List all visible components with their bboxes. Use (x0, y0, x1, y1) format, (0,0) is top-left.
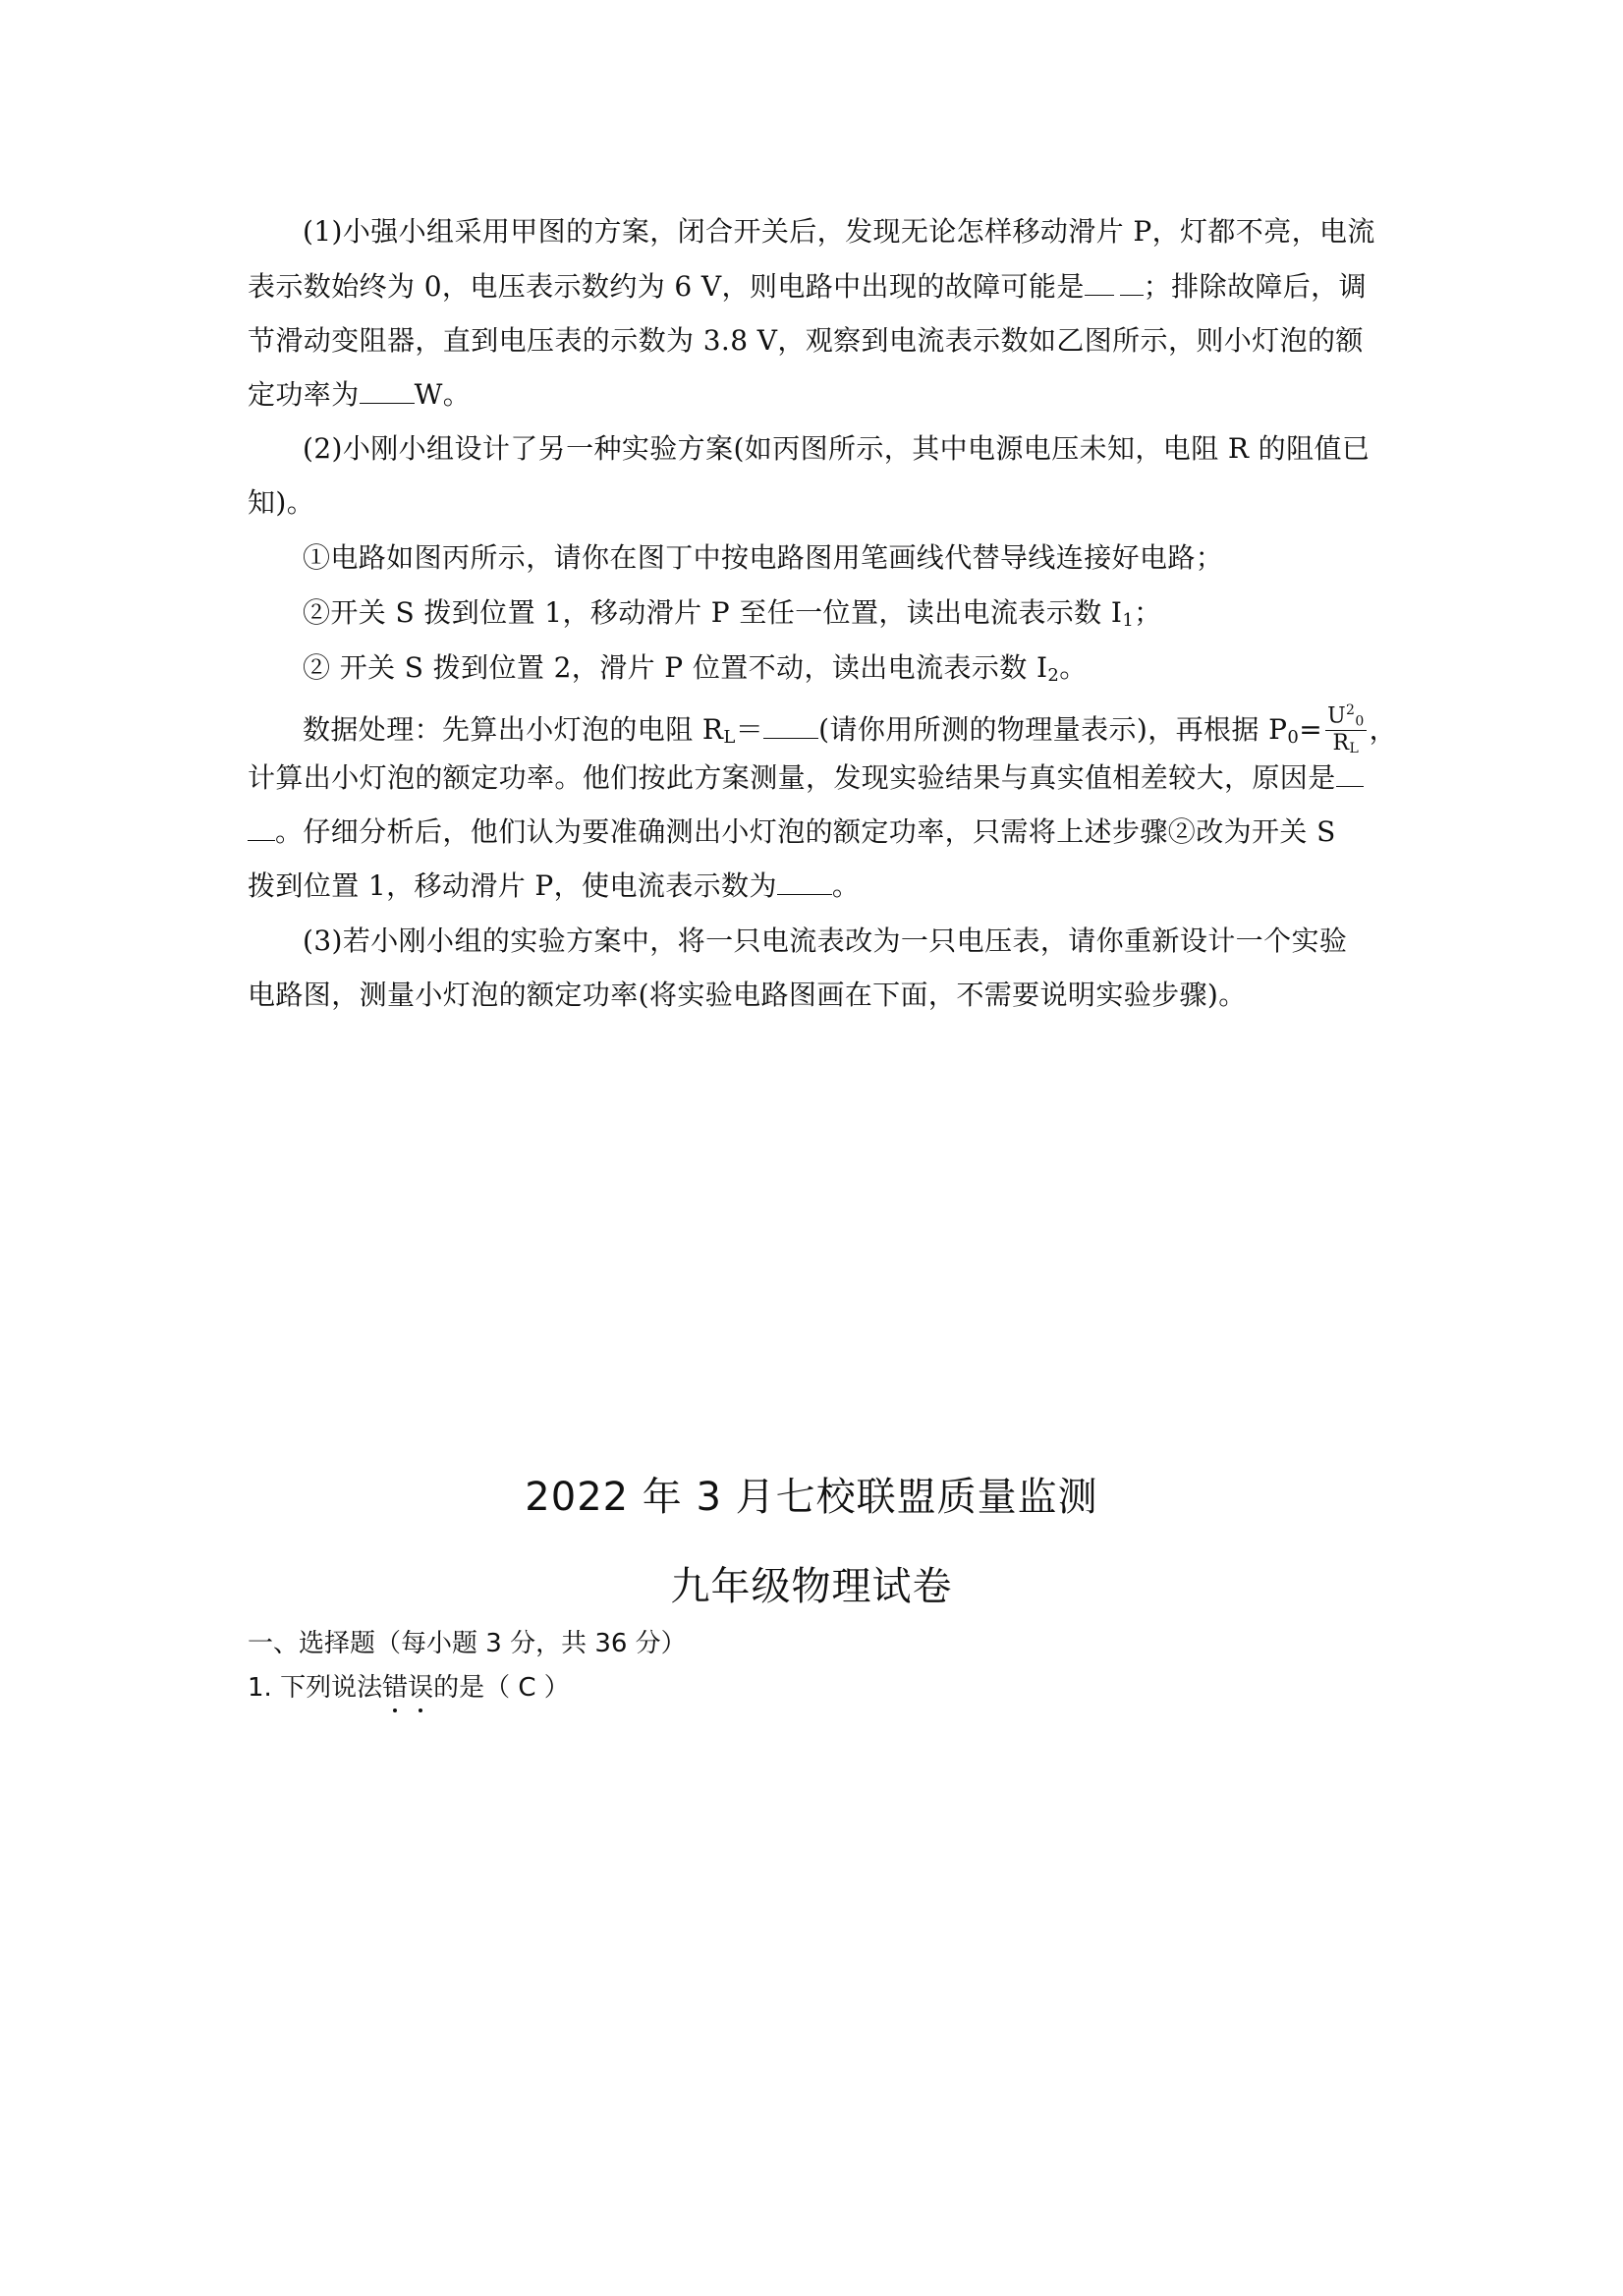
q2-calc-line (248, 759, 1364, 797)
denominator-r: R (1332, 731, 1350, 756)
fraction-numerator (1325, 703, 1367, 731)
answer-blank-current (777, 870, 832, 895)
q1-line-2-text: 表示数始终为 0，电压表示数约为 6 V，则电路中出现的故障可能是 (248, 270, 1085, 303)
data-text-c: (请你用所测的物理量表示)，再根据 P (818, 713, 1288, 746)
q2-step-1: ①电路如图丙所示，请你在图丁中按电路图用笔画线代替导线连接好电路； (303, 541, 1224, 574)
q1-line-4-tail: W。 (414, 378, 472, 411)
q1-line-2-tail: ；排除故障后，调 (1143, 270, 1367, 303)
q2-calc-text: 计算出小灯泡的额定功率。他们按此方案测量，发现实验结果与真实值相差较大，原因是 (248, 761, 1336, 794)
data-text-b: ＝ (735, 713, 764, 746)
answer-blank-fault-b (1120, 271, 1144, 296)
q1-line-4 (248, 376, 471, 414)
emphasis-char-2: 误 (408, 1673, 434, 1703)
q2-step-2-subscript: 1 (1122, 610, 1135, 631)
q3-line-1: (3)若小刚小组的实验方案中，将一只电流表改为一只电压表，请你重新设计一个实验 (303, 924, 1348, 957)
power-formula-fraction (1325, 703, 1367, 756)
question-1-text: 1. 下列说法 (248, 1673, 383, 1703)
answer-blank-fault-a (1085, 271, 1114, 296)
q2-set-text: 拨到位置 1，移动滑片 P，使电流表示数为 (248, 869, 777, 902)
answer-blank-reason-a (1336, 762, 1364, 787)
q2-set-tail: 。 (831, 869, 861, 902)
q1-line-1: (1)小强小组采用甲图的方案，闭合开关后，发现无论怎样移动滑片 P，灯都不亮，电流 (303, 215, 1375, 248)
exam-title: 2022 年 3 月七校联盟质量监测 (525, 1475, 1098, 1520)
data-text-d: = (1299, 713, 1323, 746)
section-heading: 一、选择题（每小题 3 分，共 36 分） (248, 1629, 687, 1658)
data-subscript-0: 0 (1287, 727, 1300, 748)
data-subscript-l: L (723, 727, 736, 748)
q2-step-2 (303, 594, 1162, 640)
q2-analyze-text: 。仔细分析后，他们认为要准确测出小灯泡的额定功率，只需将上述步骤②改为开关 S (275, 815, 1336, 848)
q2-step-2-tail: ； (1134, 596, 1162, 629)
q2-line-1: (2)小刚小组设计了另一种实验方案(如丙图所示，其中电源电压未知，电阻 R 的阻值已 (303, 432, 1371, 465)
q2-set-line (248, 868, 860, 905)
emphasis-char-1: 错 (382, 1673, 409, 1703)
answer-blank-reason-b (248, 816, 275, 841)
data-text-e: ， (1369, 713, 1398, 746)
q1-line-3: 节滑动变阻器，直到电压表的示数为 3.8 V，观察到电流表示数如乙图所示，则小灯泡的额 (248, 324, 1364, 357)
q1-line-4-text: 定功率为 (248, 378, 360, 411)
q2-step-3-text: ② 开关 S 拨到位置 2，滑片 P 位置不动，读出电流表示数 I (303, 651, 1048, 684)
question-1 (248, 1670, 570, 1706)
q3-line-2: 电路图，测量小灯泡的额定功率(将实验电路图画在下面，不需要说明实验步骤)。 (248, 979, 1247, 1011)
denominator-sub: L (1349, 741, 1360, 757)
numerator-sub: 0 (1355, 713, 1365, 730)
data-text-a: 数据处理：先算出小灯泡的电阻 R (303, 713, 724, 746)
q2-step-3-subscript: 2 (1047, 665, 1060, 686)
fraction-denominator (1325, 731, 1367, 756)
q2-step-3 (303, 649, 1088, 695)
q1-line-2 (248, 268, 1367, 306)
q2-line-2: 知)。 (248, 486, 315, 519)
exam-subtitle: 九年级物理试卷 (670, 1564, 953, 1609)
q2-step-2-text: ②开关 S 拨到位置 1，移动滑片 P 至任一位置，读出电流表示数 I (303, 596, 1123, 629)
q2-step-3-tail: 。 (1059, 651, 1088, 684)
numerator-u: U (1327, 703, 1347, 729)
numerator-sup: 2 (1346, 701, 1356, 718)
question-1-answer: 的是（ C ） (433, 1673, 570, 1703)
answer-blank-resistance (763, 714, 818, 739)
answer-blank-power (360, 379, 415, 404)
q2-analyze-line (248, 813, 1336, 851)
